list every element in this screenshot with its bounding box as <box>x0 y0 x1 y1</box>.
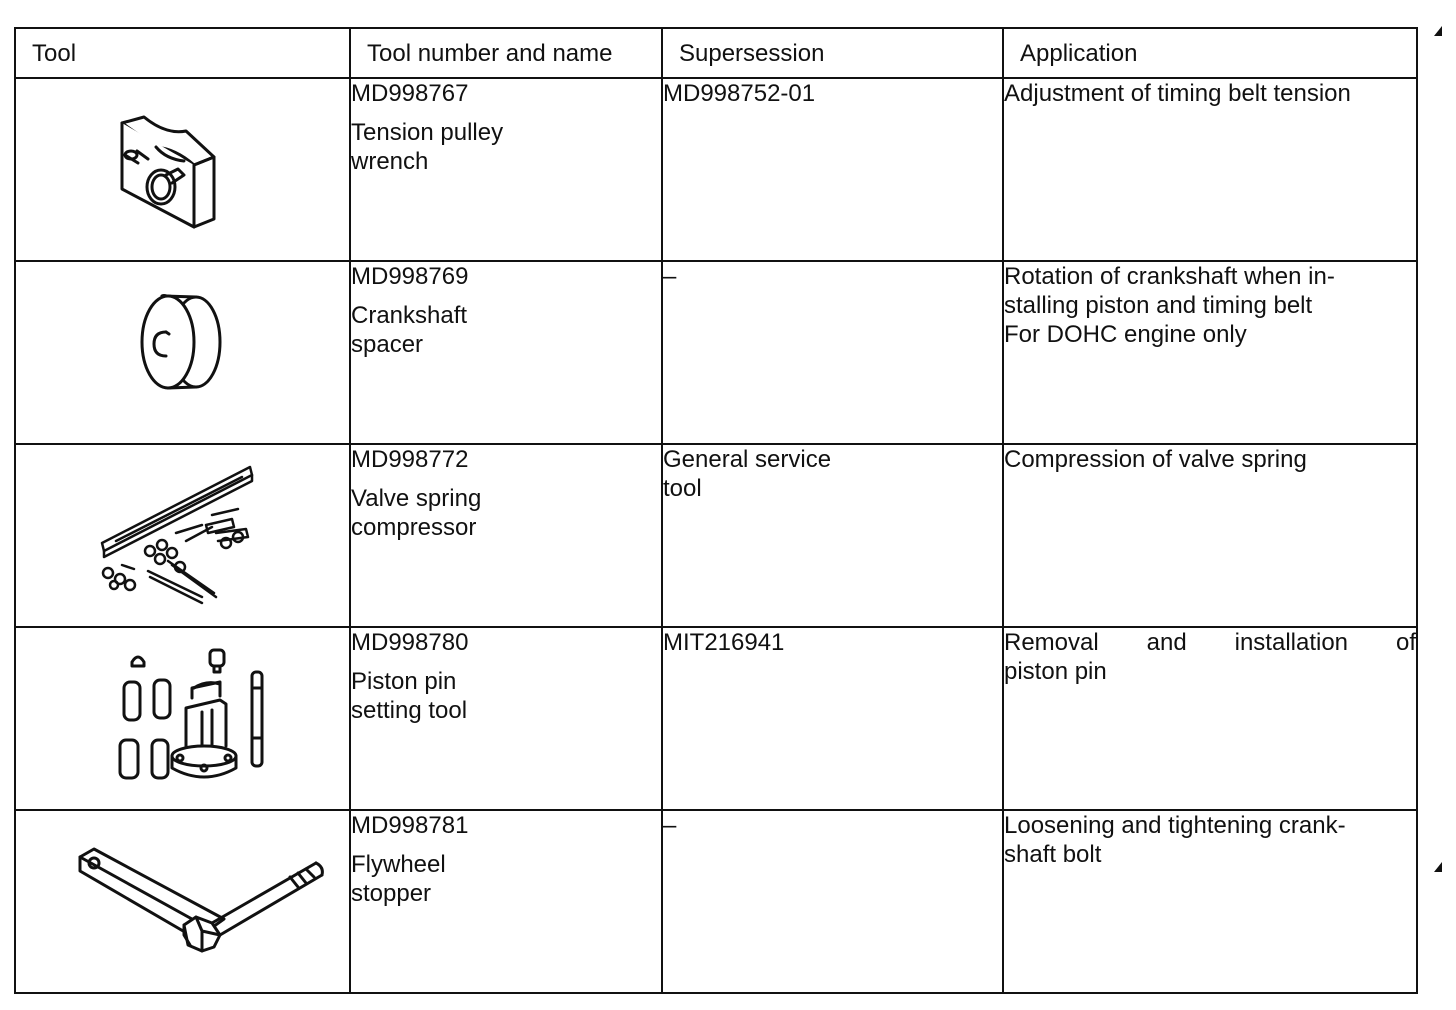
supersession-cell <box>662 627 1003 810</box>
supersession-line: – <box>663 263 677 290</box>
tool-number: MD998767 <box>351 80 469 107</box>
tool-image-cell <box>15 261 350 444</box>
tool-name-line: stopper <box>351 880 432 907</box>
piston-pin-setting-tool-icon <box>16 628 349 811</box>
tool-name-line: Crankshaft <box>351 302 468 329</box>
tool-number: MD998772 <box>351 446 469 473</box>
flywheel-stopper-icon <box>16 811 349 994</box>
tool-image-cell <box>15 810 350 993</box>
tool-number: MD998780 <box>351 629 469 656</box>
tool-name-line: spacer <box>351 331 424 358</box>
valve-spring-compressor-icon <box>16 445 349 628</box>
table-row <box>15 78 1417 261</box>
table-row <box>15 261 1417 444</box>
application-cell <box>1003 78 1417 261</box>
tool-image-cell <box>15 627 350 810</box>
tool-number: MD998769 <box>351 263 469 290</box>
revision-mark-icon <box>1432 24 1444 38</box>
application-line: shaft bolt <box>1004 841 1102 868</box>
supersession-cell <box>662 810 1003 993</box>
application-line: For DOHC engine only <box>1004 321 1247 348</box>
tool-name-line: wrench <box>351 148 429 175</box>
supersession-line: – <box>663 812 677 839</box>
special-tools-table <box>14 27 1418 994</box>
table-row <box>15 444 1417 627</box>
supersession-cell <box>662 444 1003 627</box>
supersession-line: tool <box>663 475 702 502</box>
application-line: Compression of valve spring <box>1004 446 1307 473</box>
application-line: Loosening and tightening crank- <box>1004 812 1346 839</box>
application-line: Rotation of crankshaft when in- <box>1004 263 1335 290</box>
header-row <box>15 28 1417 78</box>
table-row <box>15 627 1417 810</box>
tool-number-name-cell <box>350 810 662 993</box>
supersession-line: General service <box>663 446 832 473</box>
tool-number: MD998781 <box>351 812 469 839</box>
tool-name-line: compressor <box>351 514 477 541</box>
tool-name-line: Flywheel <box>351 851 446 878</box>
crankshaft-spacer-icon <box>16 262 349 445</box>
tool-name-line: Tension pulley <box>351 119 504 146</box>
tool-number-name-cell <box>350 261 662 444</box>
tool-number-name-cell <box>350 627 662 810</box>
application-line: Adjustment of timing belt tension <box>1004 80 1351 107</box>
table-row <box>15 810 1417 993</box>
application-line: Removal and installation of <box>1004 629 1416 656</box>
application-cell <box>1003 444 1417 627</box>
application-line: stalling piston and timing belt <box>1004 292 1313 319</box>
tool-image-cell <box>15 444 350 627</box>
header-supersession: Supersession <box>662 28 1003 78</box>
application-cell <box>1003 810 1417 993</box>
header-tool-number-name: Tool number and name <box>350 28 662 78</box>
application-line: piston pin <box>1004 658 1107 685</box>
tool-image-cell <box>15 78 350 261</box>
tool-name-line: Piston pin <box>351 668 457 695</box>
supersession-line: MD998752-01 <box>663 80 816 107</box>
supersession-line: MIT216941 <box>663 629 785 656</box>
tool-number-name-cell <box>350 444 662 627</box>
revision-mark-icon <box>1432 860 1444 874</box>
header-tool: Tool <box>15 28 350 78</box>
tool-number-name-cell <box>350 78 662 261</box>
tool-name-line: setting tool <box>351 697 468 724</box>
application-cell <box>1003 627 1417 810</box>
header-application: Application <box>1003 28 1417 78</box>
application-cell <box>1003 261 1417 444</box>
tension-pulley-wrench-icon <box>16 79 349 262</box>
supersession-cell <box>662 261 1003 444</box>
tool-name-line: Valve spring <box>351 485 482 512</box>
supersession-cell <box>662 78 1003 261</box>
